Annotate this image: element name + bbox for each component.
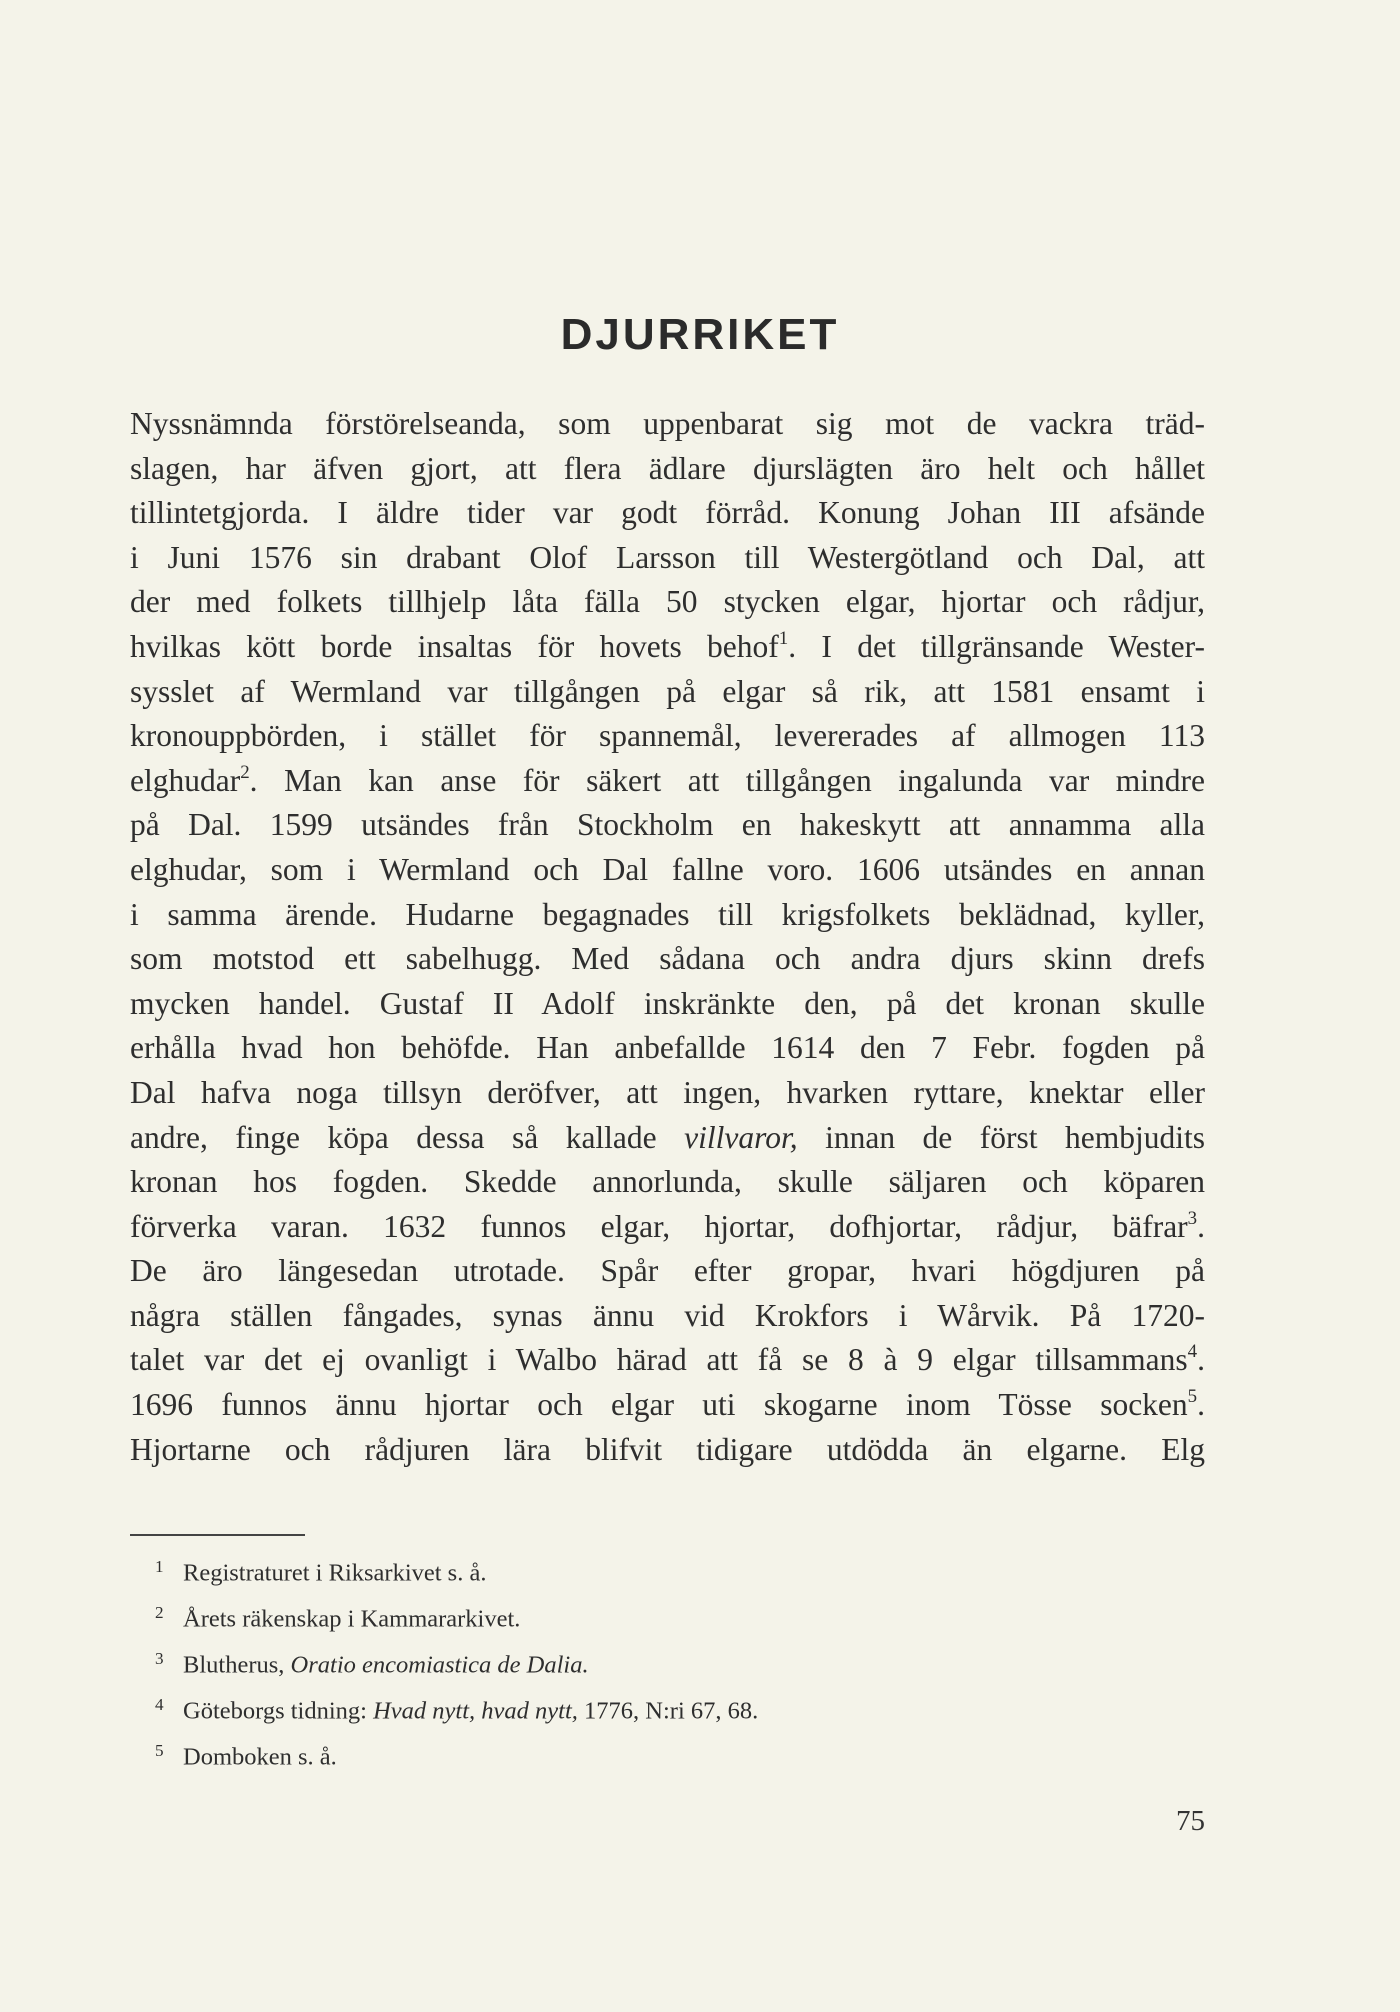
- footnote-divider: [130, 1534, 305, 1536]
- footnote-ref: 1: [778, 627, 789, 649]
- page-number: 75: [1176, 1805, 1205, 1837]
- text-line: på Dal. 1599 utsändes från Stockholm en hakeskytt att annamma alla: [130, 807, 1205, 843]
- text-line: Hjortarne och rådjuren lära blifvit tidigare utdödda än elgarne. Elg: [130, 1431, 1205, 1467]
- footnote-ref: 3: [1187, 1207, 1198, 1229]
- text-line: slagen, har äfven gjort, att flera ädlare djurslägten äro helt och hållet: [130, 450, 1205, 486]
- text-line: i samma ärende. Hudarne begagnades till krigsfolkets beklädnad, kyller,: [130, 896, 1205, 932]
- text-line: erhålla hvad hon behöfde. Han anbefallde 1614 den 7 Febr. fogden på: [130, 1030, 1205, 1066]
- footnote-number: 2: [155, 1603, 164, 1622]
- italic-term: villvaror,: [684, 1119, 798, 1155]
- footnote: 5 Domboken s. å.: [155, 1728, 1155, 1774]
- footnote-number: 1: [155, 1557, 164, 1576]
- text-line: talet var det ej ovanligt i Walbo härad att få se 8 à 9 elgar tillsammans$^4$.: [130, 1341, 1205, 1378]
- footnote-title: Oratio encomiastica de Dalia.: [290, 1651, 589, 1679]
- text-line: i Juni 1576 sin drabant Olof Larsson till Westergötland och Dal, att: [130, 539, 1205, 575]
- footnote-number: 5: [155, 1741, 164, 1760]
- footnote: 3 Blutherus, Oratio encomiastica de Dalia.: [155, 1636, 1155, 1682]
- text-line: mycken handel. Gustaf II Adolf inskränkte den, på det kronan skulle: [130, 985, 1205, 1021]
- footnote-ref: 2: [240, 761, 250, 783]
- text-line: kronan hos fogden. Skedde annorlunda, skulle säljaren och köparen: [130, 1164, 1205, 1200]
- footnote-number: 3: [155, 1649, 164, 1668]
- text-line: hvilkas kött borde insaltas för hovets behof$^1$. I det tillgränsande Wester-: [130, 627, 1205, 664]
- text-line: sysslet af Wermland var tillgången på elgar så rik, att 1581 ensamt i: [130, 673, 1205, 709]
- text-line: Dal hafva noga tillsyn deröfver, att ingen, hvarken ryttare, knektar eller: [130, 1074, 1205, 1110]
- footnote-ref: 5: [1187, 1385, 1198, 1407]
- text-line: elghudar, som i Wermland och Dal fallne voro. 1606 utsändes en annan: [130, 851, 1205, 887]
- text-line: kronouppbörden, i stället för spannemål, levererades af allmogen 113: [130, 718, 1205, 754]
- text-line: 1696 funnos ännu hjortar och elgar uti skogarne inom Tösse socken$^5$.: [130, 1385, 1205, 1423]
- footnote-title: Hvad nytt, hvad nytt,: [373, 1697, 578, 1725]
- footnotes: [155, 1544, 1155, 1774]
- text-line: der med folkets tillhjelp låta fälla 50 stycken elgar, hjortar och rådjur,: [130, 584, 1205, 620]
- footnote-ref: 4: [1187, 1341, 1198, 1363]
- footnote-number: 4: [155, 1695, 164, 1714]
- text-line: tillintetgjorda. I äldre tider var godt förråd. Konung Johan III afsände: [130, 495, 1205, 531]
- text-line: som motstod ett sabelhugg. Med sådana och andra djurs skinn drefs: [130, 941, 1205, 977]
- chapter-title: DJURRIKET: [560, 310, 840, 359]
- text-line: några ställen fångades, synas ännu vid Krokfors i Wårvik. På 1720-: [130, 1297, 1205, 1333]
- text-line: elghudar$^2$. Man kan anse för säkert att tillgången ingalunda var mindre: [130, 761, 1205, 798]
- footnote: 2 Årets räkenskap i Kammararkivet.: [155, 1590, 1155, 1636]
- footnote: 4 Göteborgs tidning: Hvad nytt, hvad nytt, 1776, N:ri 67, 68.: [155, 1682, 1155, 1728]
- body-paragraph: [130, 402, 1205, 1472]
- text-line: De äro längesedan utrotade. Spår efter gropar, hvari högdjuren på: [130, 1253, 1205, 1289]
- text-line: förverka varan. 1632 funnos elgar, hjortar, dofhjortar, rådjur, bäfrar$^3$.: [130, 1207, 1205, 1244]
- text-line: andre, finge köpa dessa så kallade villvaror, innan de först hembjudits: [130, 1119, 1206, 1155]
- text-line: Nyssnämnda förstörelseanda, som uppenbarat sig mot de vackra träd-: [130, 406, 1205, 441]
- footnote: 1 Registraturet i Riksarkivet s. å.: [155, 1544, 1155, 1590]
